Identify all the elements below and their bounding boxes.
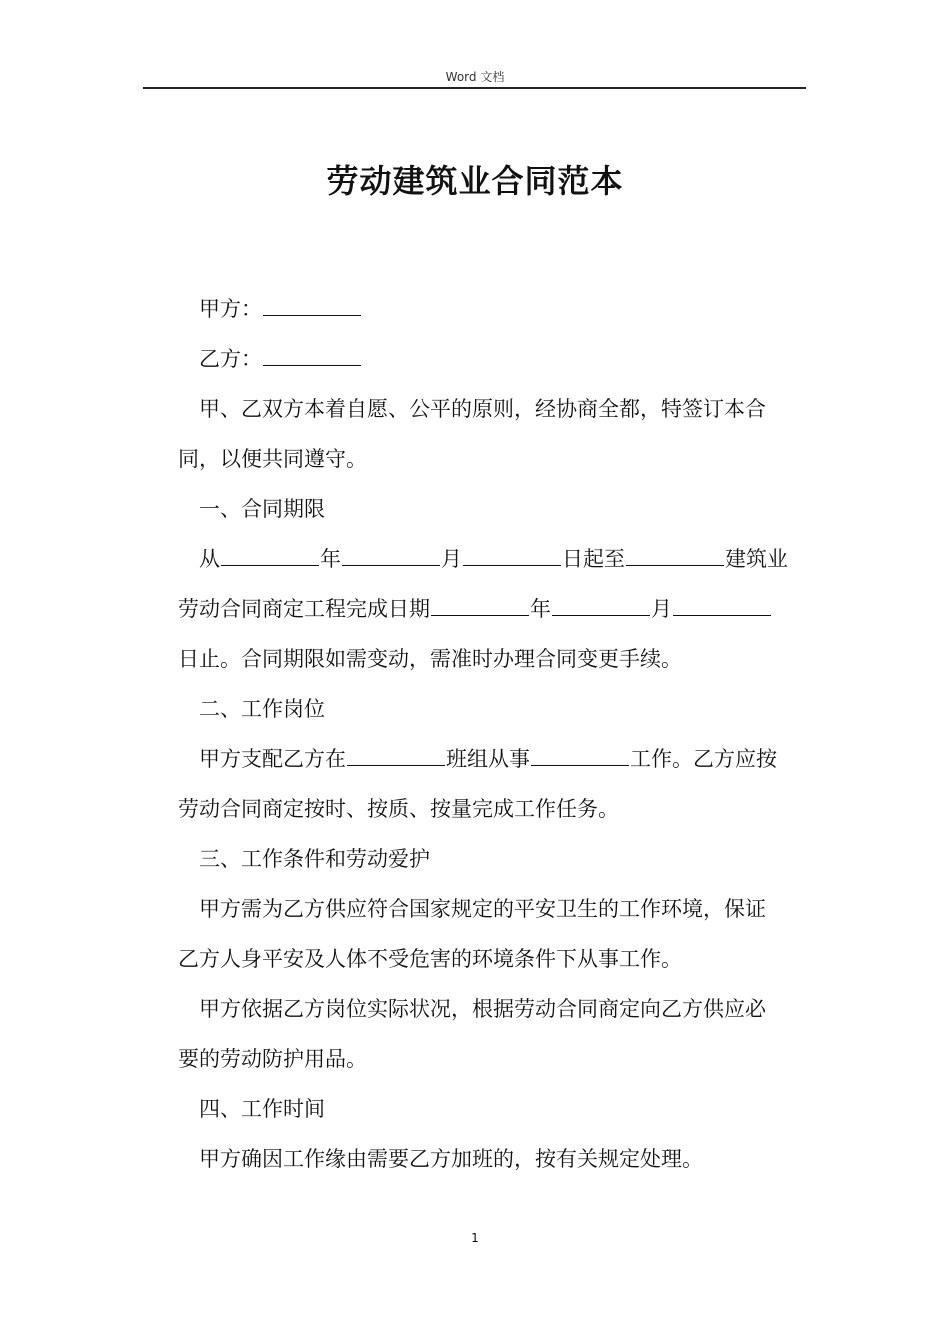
text-run: 从 bbox=[199, 547, 220, 571]
intro-line-1: 甲、乙双方本着自愿、公平的原则，经协商全都，特签订本合 bbox=[199, 397, 766, 421]
start-year-blank[interactable] bbox=[221, 545, 319, 566]
section-1-heading: 一、合同期限 bbox=[199, 497, 325, 521]
section-3-para-2-line-2: 要的劳动防护用品。 bbox=[178, 1047, 367, 1071]
section-1-line-2 bbox=[178, 591, 806, 641]
end-year-blank[interactable] bbox=[431, 595, 529, 616]
end-month-blank[interactable] bbox=[552, 595, 650, 616]
section-2-line-2: 劳动合同商定按时、按质、按量完成工作任务。 bbox=[178, 797, 619, 821]
section-4-para-1: 甲方确因工作缘由需要乙方加班的，按有关规定处理。 bbox=[199, 1147, 703, 1171]
section-2-heading: 二、工作岗位 bbox=[199, 697, 325, 721]
text-run: 甲方支配乙方在 bbox=[199, 747, 346, 771]
section-1-line-3: 日止。合同期限如需变动，需准时办理合同变更手续。 bbox=[178, 647, 682, 671]
party-b-blank[interactable] bbox=[263, 345, 361, 366]
party-b-label: 乙方： bbox=[199, 347, 262, 371]
text-run: 年 bbox=[320, 547, 341, 571]
document-body bbox=[178, 291, 806, 1191]
project-blank[interactable] bbox=[626, 545, 724, 566]
section-1-line-1 bbox=[178, 541, 806, 591]
team-blank[interactable] bbox=[347, 745, 445, 766]
document-title: 劳动建筑业合同范本 bbox=[326, 162, 624, 200]
section-3-para-2-line-1: 甲方依据乙方岗位实际状况，根据劳动合同商定向乙方供应必 bbox=[199, 997, 766, 1021]
section-2-line-1 bbox=[178, 741, 806, 791]
party-b-line bbox=[178, 341, 806, 391]
section-4-heading: 四、工作时间 bbox=[199, 1097, 325, 1121]
text-run: 班组从事 bbox=[446, 747, 530, 771]
start-month-blank[interactable] bbox=[342, 545, 440, 566]
section-3-heading: 三、工作条件和劳动爱护 bbox=[199, 847, 430, 871]
end-day-blank[interactable] bbox=[673, 595, 771, 616]
text-run: 月 bbox=[441, 547, 462, 571]
text-run: 工作。乙方应按 bbox=[630, 747, 777, 771]
job-blank[interactable] bbox=[531, 745, 629, 766]
header-divider bbox=[143, 87, 806, 89]
section-3-para-1-line-2: 乙方人身平安及人体不受危害的环境条件下从事工作。 bbox=[178, 947, 682, 971]
section-3-para-1-line-1: 甲方需为乙方供应符合国家规定的平安卫生的工作环境，保证 bbox=[199, 897, 766, 921]
intro-line-2: 同，以便共同遵守。 bbox=[178, 447, 367, 471]
start-day-blank[interactable] bbox=[463, 545, 561, 566]
text-run: 劳动合同商定工程完成日期 bbox=[178, 597, 430, 621]
page-header: Word 文档 bbox=[445, 70, 505, 84]
text-run: 日起至 bbox=[562, 547, 625, 571]
party-a-label: 甲方： bbox=[199, 297, 262, 321]
party-a-blank[interactable] bbox=[263, 295, 361, 316]
text-run: 月 bbox=[651, 597, 672, 621]
text-run: 年 bbox=[530, 597, 551, 621]
page-number: 1 bbox=[471, 1231, 479, 1245]
party-a-line bbox=[178, 291, 806, 341]
text-run: 建筑业 bbox=[725, 547, 788, 571]
